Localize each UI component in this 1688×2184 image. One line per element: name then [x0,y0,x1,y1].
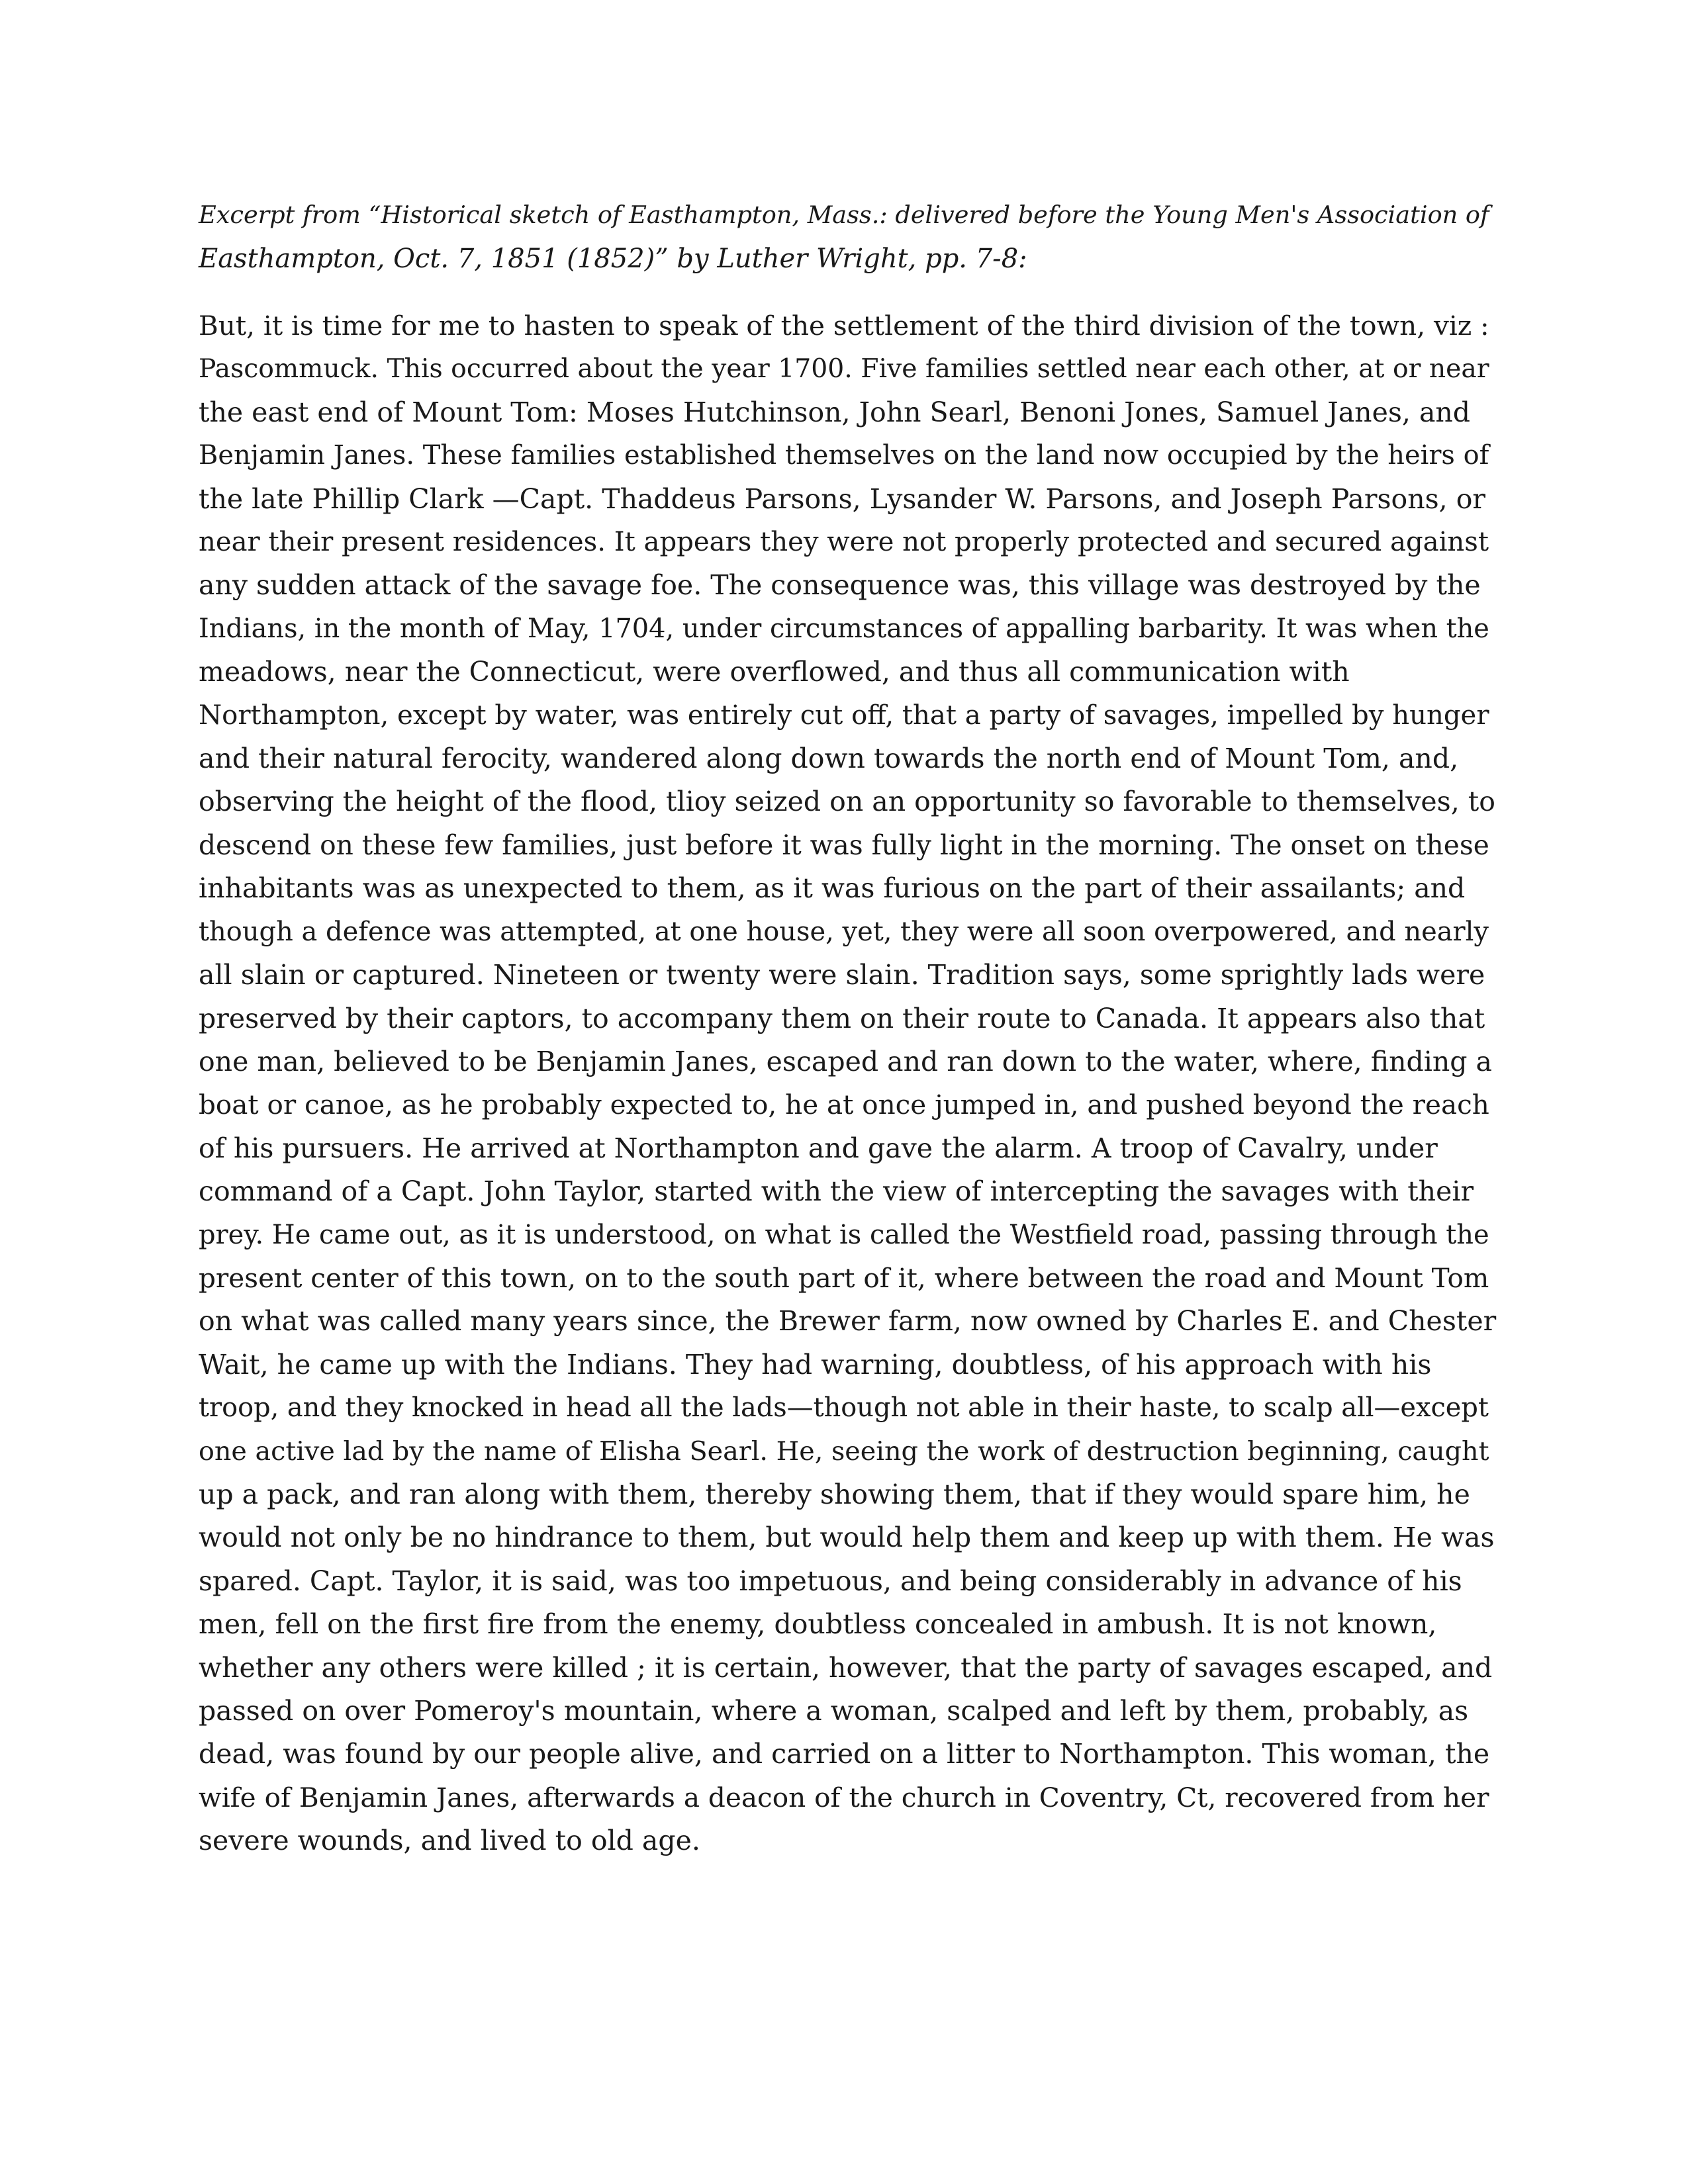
excerpt-body-paragraph [199,304,1496,1863]
body-line: the late Phillip Clark —Capt. Thaddeus Parsons, Lysander W. Parsons, and Joseph Parsons, or [199,482,1485,515]
body-line: though a defence was attempted, at one house, yet, they were all soon overpowered, and nearly [199,916,1489,947]
body-line: all slain or captured. Nineteen or twenty were slain. Tradition says, some sprightly lads were [199,959,1485,991]
body-line: troop, and they knocked in head all the lads—though not able in their haste, to scalp all—except [199,1392,1489,1424]
body-line: But, it is time for me to hasten to speak of the settlement of the third division of the town, viz : [199,310,1489,341]
body-line: up a pack, and ran along with them, thereby showing them, that if they would spare him, he [199,1478,1470,1510]
body-line: dead, was found by our people alive, and carried on a litter to Northampton. This woman, the [199,1738,1490,1770]
body-line: severe wounds, and lived to old age. [199,1825,700,1857]
body-line: Indians, in the month of May, 1704, under circumstances of appalling barbarity. It was when the [199,613,1489,644]
body-line: whether any others were killed ; it is certain, however, that the party of savages escaped, and [199,1651,1493,1684]
body-line: men, fell on the first fire from the enemy, doubtless concealed in ambush. It is not known, [199,1608,1437,1641]
body-line: any sudden attack of the savage foe. The consequence was, this village was destroyed by the [199,569,1481,602]
excerpt-citation-heading [199,193,1496,281]
body-line: spared. Capt. Taylor, it is said, was too impetuous, and being considerably in advance of his [199,1565,1462,1597]
body-line: would not only be no hindrance to them, but would help them and keep up with them. He was [199,1522,1495,1554]
body-line: one man, believed to be Benjamin Janes, escaped and ran down to the water, where, finding a [199,1045,1492,1077]
body-line: boat or canoe, as he probably expected to, he at once jumped in, and pushed beyond the reach [199,1089,1489,1121]
body-line: meadows, near the Connecticut, were overflowed, and thus all communication with [199,656,1350,688]
body-line: Pascommuck. This occurred about the year 1700. Five families settled near each other, at or near [199,354,1489,385]
body-line: present center of this town, on to the south part of it, where between the road and Mount Tom [199,1261,1489,1294]
body-line: on what was called many years since, the Brewer farm, now owned by Charles E. and Chester [199,1305,1497,1338]
body-line: and their natural ferocity, wandered along down towards the north end of Mount Tom, and, [199,743,1459,775]
body-line: one active lad by the name of Elisha Searl. He, seeing the work of destruction beginning, caught [199,1435,1489,1467]
heading-line: Excerpt from “Historical sketch of Easthampton, Mass.: delivered before the Young Men's Association of [199,201,1489,229]
heading-line: Easthampton, Oct. 7, 1851 (1852)” by Luther Wright, pp. 7-8: [199,244,1027,274]
body-line: near their present residences. It appears they were not properly protected and secured against [199,527,1489,558]
body-line: wife of Benjamin Janes, afterwards a deacon of the church in Coventry, Ct, recovered from her [199,1781,1489,1813]
body-line: Benjamin Janes. These families established themselves on the land now occupied by the heirs of [199,440,1489,471]
body-line: descend on these few families, just before it was fully light in the morning. The onset on these [199,829,1489,861]
body-line: passed on over Pomeroy's mountain, where a woman, scalped and left by them, probably, as [199,1695,1469,1727]
body-line: inhabitants was as unexpected to them, as it was furious on the part of their assailants; and [199,872,1466,905]
body-line: command of a Capt. John Taylor, started with the view of intercepting the savages with their [199,1175,1474,1208]
document-content [199,193,1496,1863]
body-line: Wait, he came up with the Indians. They had warning, doubtless, of his approach with his [199,1348,1432,1381]
body-line: Northampton, except by water, was entirely cut off, that a party of savages, impelled by hunger [199,700,1489,731]
body-line: the east end of Mount Tom: Moses Hutchinson, John Searl, Benoni Jones, Samuel Janes, and [199,396,1471,428]
body-line: observing the height of the flood, tlioy seized on an opportunity so favorable to themselves, to [199,786,1495,818]
body-line: preserved by their captors, to accompany them on their route to Canada. It appears also that [199,1002,1485,1034]
body-line: prey. He came out, as it is understood, on what is called the Westfield road, passing through the [199,1219,1489,1250]
body-line: of his pursuers. He arrived at Northampton and gave the alarm. A troop of Cavalry, under [199,1132,1438,1164]
